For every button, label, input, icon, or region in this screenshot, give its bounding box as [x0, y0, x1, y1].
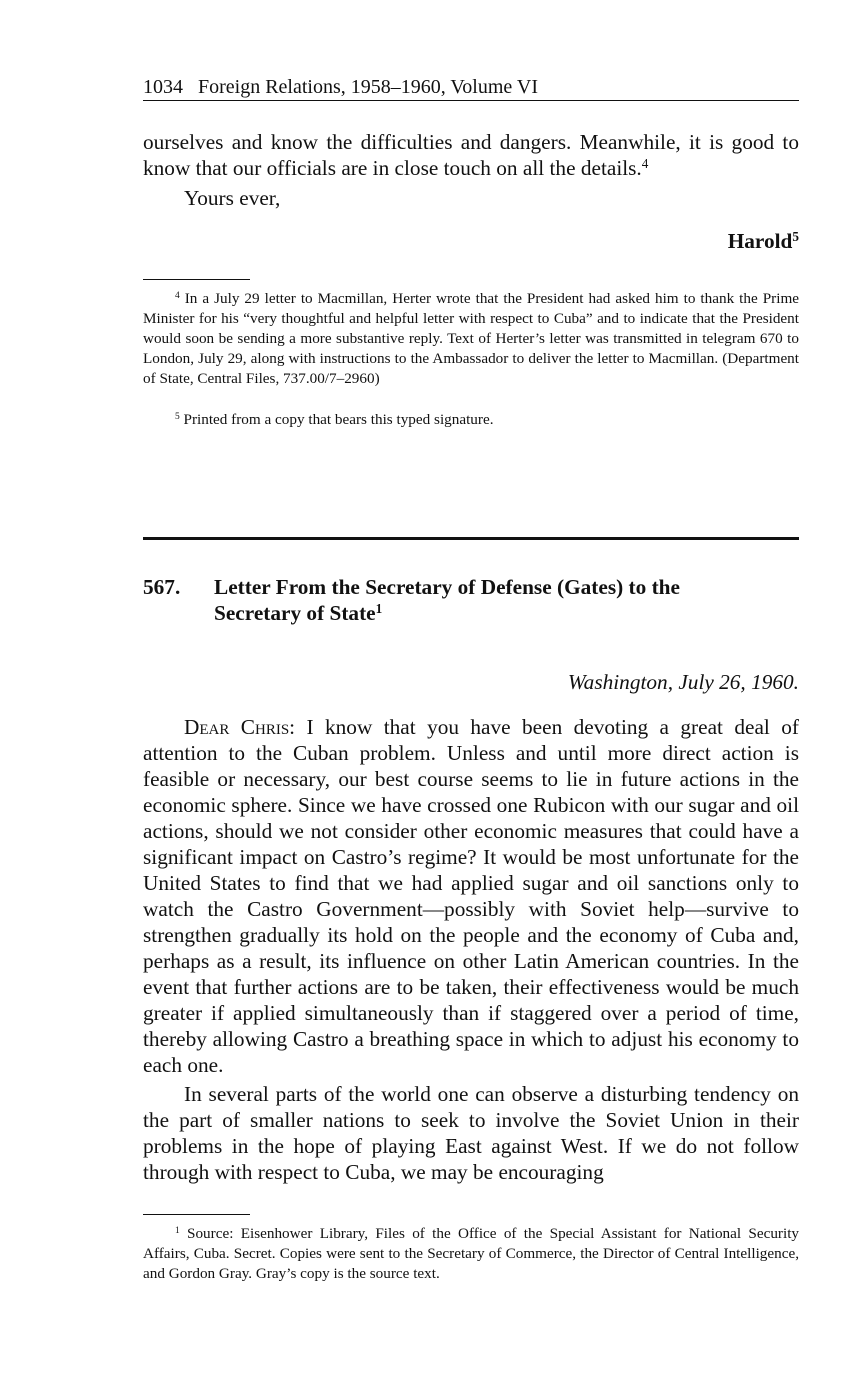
section-rule: [143, 537, 799, 540]
document-number: 567.: [143, 575, 181, 599]
dateline: Washington, July 26, 1960.: [567, 670, 799, 694]
footnote-4: $^4$ In a July 29 letter to Macmillan, Herter wrote that the President had asked him to thank the Prime Minister for his “very thoughtful and helpful letter with respect to Cuba” and to indicate that the President would soon be sending a more substantive reply. Text of Herter’s letter was transmitted in telegram 670 to London, July 29, along with instructions to the Ambassador to deliver the letter to Macmillan. (Department of State, Central Files, 737.00/7–2960): [143, 290, 799, 387]
footnote-ref-5: 5: [792, 228, 799, 244]
letter-closing: Yours ever,: [184, 186, 281, 210]
document-title: Letter From the Secretary of Defense (Gates) to the Secretary of State$^1$: [214, 575, 680, 625]
footnote-1: $^1$ Source: Eisenhower Library, Files of the Office of the Special Assistant for National Security Affairs, Cuba. Secret. Copies were sent to the Secretary of Commerce, the Director of Central Intelligence, and Gordon Gray. Gray’s copy is the source text.: [143, 1225, 800, 1282]
volume-title: Foreign Relations, 1958–1960, Volume VI: [198, 76, 538, 98]
continued-paragraph: ourselves and know the difficulties and dangers. Meanwhile, it is good to know that our officials are in close touch on all the details.$^4$: [143, 130, 799, 180]
letter-paragraph-2: In several parts of the world one can observe a disturbing tendency on the part of smaller nations to seek to involve the Soviet Union in their problems in the hope of playing East against West. If we do not follow through with respect to Cuba, we may be encouraging: [143, 1082, 799, 1184]
footnote-5: $^5$ Printed from a copy that bears this typed signature.: [175, 411, 494, 428]
footnote-rule: [143, 1214, 250, 1215]
letter-paragraph-1: Dear Chris: I know that you have been devoting a great deal of attention to the Cuban problem. Unless and until more direct action is feasible or necessary, our best course seems to lie in future actions in the economic sphere. Since we have crossed one Rubicon with our sugar and oil actions, should we not consider other economic measures that could have a significant impact on Castro’s regime? It would be most unfortunate for the United States to find that we had applied sugar and oil sanctions only to watch the Castro Government—possibly with Soviet help—survive to strengthen gradually its hold on the people and the economy of Cuba and, perhaps as a result, its influence on other Latin American countries. In the event that further actions are to be taken, their effectiveness would be much greater if applied simultaneously than if staggered over a period of time, thereby allowing Castro a breathing space in which to adjust his economy to each one.: [143, 715, 799, 1077]
running-head: [143, 75, 799, 99]
header-rule: [143, 100, 799, 101]
salutation: Dear Chris:: [184, 715, 296, 739]
footnote-ref-1: 1: [375, 600, 383, 616]
letter-signature: Harold$^5$: [727, 228, 799, 253]
footnote-ref-4: 4: [641, 155, 649, 171]
footnote-rule: [143, 279, 250, 280]
page-number: 1034: [143, 76, 183, 98]
